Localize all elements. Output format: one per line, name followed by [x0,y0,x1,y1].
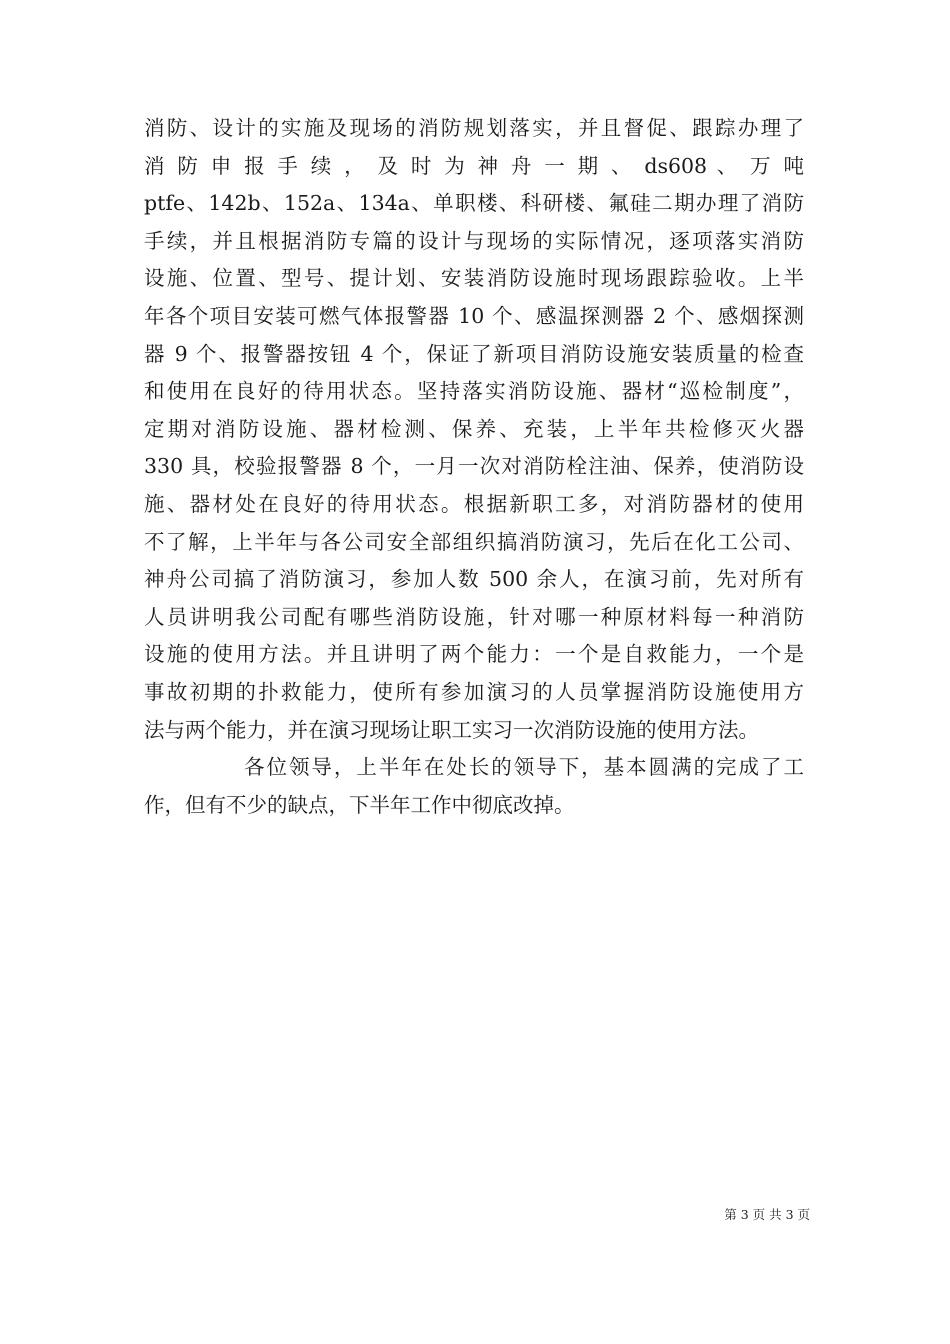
text-line: 手续，并且根据消防专篇的设计与现场的实际情况，逐项落实消防 [144,228,804,253]
text-line: 事故初期的扑救能力，使所有参加演习的人员掌握消防设施使用方 [144,679,804,704]
text-line: 不了解，上半年与各公司安全部组织搞消防演习，先后在化工公司、 [144,529,804,554]
text-line: 器 9 个、报警器按钮 4 个，保证了新项目消防设施安装质量的检查 [144,341,804,366]
text-line: 年各个项目安装可燃气体报警器 10 个、感温探测器 2 个、感烟探测 [144,303,804,328]
text-line: 消防、设计的实施及现场的消防规划落实，并且督促、跟踪办理了 [144,116,804,140]
text-line: 330 具，校验报警器 8 个，一月一次对消防栓注油、保养，使消防设 [144,454,804,479]
text-line: ptfe、142b、152a、134a、单职楼、科研楼、氟硅二期办理了消防 [144,191,804,216]
text-line: 施、器材处在良好的待用状态。根据新职工多，对消防器材的使用 [144,491,804,516]
text-line: 人员讲明我公司配有哪些消防设施，针对哪一种原材料每一种消防 [144,604,804,629]
page-number: 第 3 页 共 3 页 [724,1207,810,1222]
text-line: 法与两个能力，并在演习现场让职工实习一次消防设施的使用方法。 [144,717,759,742]
text-line: 各位领导，上半年在处长的领导下，基本圆满的完成了工 [244,755,804,780]
text-line: 神舟公司搞了消防演习，参加人数 500 余人，在演习前，先对所有 [144,567,804,592]
text-line: 设施、位置、型号、提计划、安装消防设施时现场跟踪验收。上半 [144,266,804,291]
text-line: 消 防 申 报 手 续 ， 及 时 为 神 舟 一 期 、 ds608 、 万 吨 [144,153,804,178]
text-line: 和使用在良好的待用状态。坚持落实消防设施、器材“巡检制度”， [144,379,804,404]
text-line: 作，但有不少的缺点，下半年工作中彻底改掉。 [144,792,575,817]
text-line: 设施的使用方法。并且讲明了两个能力：一个是自救能力，一个是 [144,642,804,667]
text-line: 定期对消防设施、器材检测、保养、充装，上半年共检修灭火器 [144,416,804,441]
body-text [144,110,804,824]
